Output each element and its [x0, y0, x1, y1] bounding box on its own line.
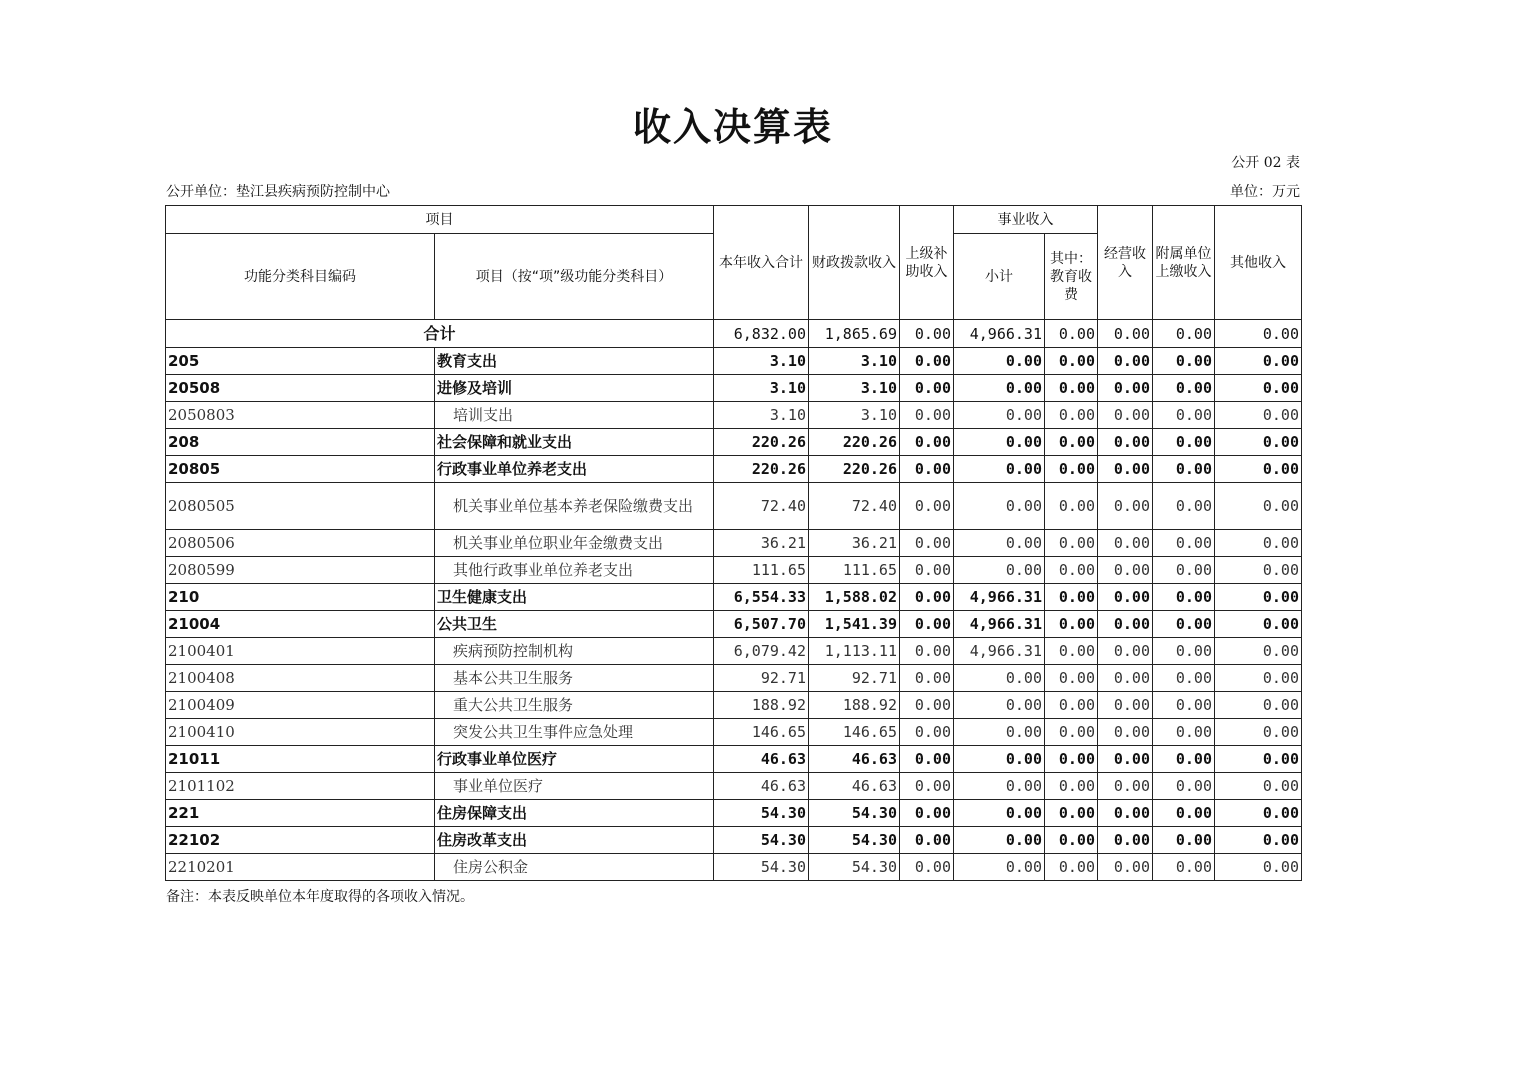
row-name: 教育支出 [435, 348, 714, 375]
row-value: 6,507.70 [714, 611, 809, 638]
row-value: 3.10 [809, 348, 900, 375]
row-value: 0.00 [1045, 557, 1098, 584]
row-value: 0.00 [1215, 719, 1302, 746]
row-code: 205 [166, 348, 435, 375]
footnote: 备注：本表反映单位本年度取得的各项收入情况。 [166, 889, 474, 905]
row-value: 0.00 [1045, 348, 1098, 375]
row-value: 0.00 [1215, 530, 1302, 557]
row-value: 0.00 [954, 375, 1045, 402]
row-value: 0.00 [900, 638, 954, 665]
row-value: 0.00 [1153, 483, 1215, 530]
table-row [166, 638, 1302, 665]
header-name: 项目（按“项”级功能分类科目） [435, 234, 714, 320]
row-value: 36.21 [714, 530, 809, 557]
row-value: 0.00 [900, 375, 954, 402]
row-value: 4,966.31 [954, 611, 1045, 638]
row-value: 0.00 [954, 557, 1045, 584]
row-value: 0.00 [954, 665, 1045, 692]
row-value: 92.71 [809, 665, 900, 692]
row-value: 0.00 [900, 402, 954, 429]
row-value: 0.00 [1215, 773, 1302, 800]
row-value: 0.00 [1215, 429, 1302, 456]
table-row [166, 665, 1302, 692]
header-fiscal: 财政拨款收入 [809, 206, 900, 320]
row-value: 6,079.42 [714, 638, 809, 665]
row-value: 0.00 [1153, 692, 1215, 719]
row-value: 0.00 [900, 456, 954, 483]
row-value: 0.00 [1153, 375, 1215, 402]
row-value: 0.00 [1153, 854, 1215, 881]
row-value: 0.00 [1215, 402, 1302, 429]
row-name: 培训支出 [435, 402, 714, 429]
row-value: 0.00 [954, 402, 1045, 429]
row-code: 2080599 [166, 557, 435, 584]
row-value: 0.00 [1045, 611, 1098, 638]
row-value: 111.65 [714, 557, 809, 584]
row-value: 0.00 [1215, 483, 1302, 530]
row-value: 0.00 [1045, 827, 1098, 854]
row-name: 卫生健康支出 [435, 584, 714, 611]
row-value: 0.00 [954, 800, 1045, 827]
row-value: 0.00 [1153, 348, 1215, 375]
row-value: 220.26 [714, 429, 809, 456]
income-table [165, 205, 1302, 881]
row-code: 22102 [166, 827, 435, 854]
total-value: 0.00 [1045, 320, 1098, 348]
table-row [166, 584, 1302, 611]
row-value: 0.00 [1045, 638, 1098, 665]
row-value: 92.71 [714, 665, 809, 692]
row-value: 0.00 [1098, 665, 1153, 692]
row-value: 0.00 [1045, 456, 1098, 483]
row-value: 0.00 [900, 429, 954, 456]
row-value: 0.00 [1098, 692, 1153, 719]
row-value: 0.00 [1045, 375, 1098, 402]
row-value: 0.00 [1045, 665, 1098, 692]
row-name: 社会保障和就业支出 [435, 429, 714, 456]
row-value: 188.92 [809, 692, 900, 719]
table-row [166, 530, 1302, 557]
row-value: 0.00 [900, 827, 954, 854]
row-value: 0.00 [1098, 429, 1153, 456]
row-value: 0.00 [900, 854, 954, 881]
row-value: 0.00 [1045, 584, 1098, 611]
row-value: 0.00 [1098, 638, 1153, 665]
row-name: 行政事业单位养老支出 [435, 456, 714, 483]
row-value: 4,966.31 [954, 638, 1045, 665]
row-value: 0.00 [1215, 638, 1302, 665]
row-value: 6,554.33 [714, 584, 809, 611]
row-value: 0.00 [954, 719, 1045, 746]
row-name: 住房改革支出 [435, 827, 714, 854]
row-name: 事业单位医疗 [435, 773, 714, 800]
row-name: 公共卫生 [435, 611, 714, 638]
form-number: 公开 02 表 [1231, 155, 1300, 171]
row-value: 0.00 [1153, 746, 1215, 773]
row-value: 0.00 [1098, 348, 1153, 375]
row-value: 0.00 [1098, 773, 1153, 800]
row-code: 2100410 [166, 719, 435, 746]
table-row [166, 456, 1302, 483]
table-header [166, 206, 1302, 320]
row-value: 0.00 [1045, 429, 1098, 456]
row-value: 0.00 [954, 530, 1045, 557]
table-row [166, 402, 1302, 429]
row-value: 0.00 [1215, 692, 1302, 719]
table-row [166, 375, 1302, 402]
row-value: 0.00 [1153, 827, 1215, 854]
row-value: 46.63 [809, 773, 900, 800]
row-value: 0.00 [1215, 348, 1302, 375]
row-value: 0.00 [954, 456, 1045, 483]
total-value: 0.00 [1153, 320, 1215, 348]
row-code: 2101102 [166, 773, 435, 800]
total-value: 4,966.31 [954, 320, 1045, 348]
row-name: 行政事业单位医疗 [435, 746, 714, 773]
total-value: 0.00 [900, 320, 954, 348]
row-value: 0.00 [900, 530, 954, 557]
row-value: 72.40 [714, 483, 809, 530]
row-value: 0.00 [1215, 584, 1302, 611]
row-value: 0.00 [1153, 456, 1215, 483]
row-value: 0.00 [900, 557, 954, 584]
row-name: 住房保障支出 [435, 800, 714, 827]
row-value: 0.00 [1045, 402, 1098, 429]
total-value: 0.00 [1215, 320, 1302, 348]
row-value: 220.26 [714, 456, 809, 483]
header-subtotal: 小计 [954, 234, 1045, 320]
row-value: 54.30 [809, 800, 900, 827]
row-value: 0.00 [1098, 746, 1153, 773]
row-value: 46.63 [714, 746, 809, 773]
row-value: 1,113.11 [809, 638, 900, 665]
row-value: 3.10 [809, 375, 900, 402]
table-row [166, 429, 1302, 456]
row-code: 20805 [166, 456, 435, 483]
row-value: 0.00 [900, 773, 954, 800]
row-code: 2100401 [166, 638, 435, 665]
row-value: 0.00 [954, 773, 1045, 800]
table-row [166, 773, 1302, 800]
row-value: 0.00 [1045, 800, 1098, 827]
row-value: 1,541.39 [809, 611, 900, 638]
row-name: 重大公共卫生服务 [435, 692, 714, 719]
org-label: 公开单位：垫江县疾病预防控制中心 [166, 184, 390, 200]
row-value: 0.00 [900, 483, 954, 530]
table-row [166, 348, 1302, 375]
row-value: 46.63 [714, 773, 809, 800]
page-title: 收入决算表 [632, 105, 833, 149]
row-value: 54.30 [714, 854, 809, 881]
table-row [166, 854, 1302, 881]
row-value: 0.00 [1215, 611, 1302, 638]
row-value: 146.65 [714, 719, 809, 746]
row-value: 3.10 [714, 402, 809, 429]
row-value: 0.00 [954, 348, 1045, 375]
table-row [166, 483, 1302, 530]
row-value: 0.00 [1153, 611, 1215, 638]
row-value: 0.00 [1098, 584, 1153, 611]
row-value: 0.00 [1098, 483, 1153, 530]
row-value: 36.21 [809, 530, 900, 557]
row-value: 0.00 [954, 827, 1045, 854]
row-value: 188.92 [714, 692, 809, 719]
row-value: 0.00 [1215, 746, 1302, 773]
row-value: 0.00 [900, 584, 954, 611]
row-value: 1,588.02 [809, 584, 900, 611]
header-business-group: 事业收入 [954, 206, 1098, 234]
row-value: 0.00 [954, 429, 1045, 456]
row-name: 机关事业单位基本养老保险缴费支出 [435, 483, 714, 530]
row-value: 0.00 [1153, 557, 1215, 584]
row-value: 0.00 [1153, 584, 1215, 611]
header-superior: 上级补助收入 [900, 206, 954, 320]
row-value: 0.00 [900, 692, 954, 719]
row-name: 其他行政事业单位养老支出 [435, 557, 714, 584]
row-code: 2100409 [166, 692, 435, 719]
row-value: 0.00 [1045, 530, 1098, 557]
row-value: 3.10 [809, 402, 900, 429]
row-value: 0.00 [1153, 719, 1215, 746]
row-value: 0.00 [954, 483, 1045, 530]
table-row [166, 611, 1302, 638]
row-value: 220.26 [809, 429, 900, 456]
header-operating: 经营收入 [1098, 206, 1153, 320]
table-row [166, 800, 1302, 827]
row-value: 0.00 [900, 746, 954, 773]
row-value: 54.30 [809, 854, 900, 881]
row-value: 0.00 [1153, 402, 1215, 429]
row-value: 0.00 [1153, 638, 1215, 665]
row-value: 0.00 [1098, 557, 1153, 584]
row-value: 0.00 [1098, 530, 1153, 557]
row-value: 0.00 [1215, 827, 1302, 854]
row-value: 0.00 [1153, 429, 1215, 456]
row-value: 220.26 [809, 456, 900, 483]
row-value: 0.00 [1098, 719, 1153, 746]
row-name: 进修及培训 [435, 375, 714, 402]
row-code: 21004 [166, 611, 435, 638]
row-name: 疾病预防控制机构 [435, 638, 714, 665]
row-value: 0.00 [1215, 800, 1302, 827]
header-other: 其他收入 [1215, 206, 1302, 320]
row-value: 0.00 [1215, 456, 1302, 483]
row-name: 基本公共卫生服务 [435, 665, 714, 692]
row-value: 0.00 [1045, 746, 1098, 773]
row-value: 0.00 [954, 746, 1045, 773]
total-row [166, 320, 1302, 348]
total-value: 6,832.00 [714, 320, 809, 348]
row-code: 2210201 [166, 854, 435, 881]
total-value: 1,865.69 [809, 320, 900, 348]
row-value: 0.00 [1153, 800, 1215, 827]
row-value: 0.00 [1153, 665, 1215, 692]
table-body [166, 320, 1302, 881]
row-code: 2100408 [166, 665, 435, 692]
row-value: 0.00 [1215, 665, 1302, 692]
row-value: 54.30 [714, 800, 809, 827]
row-value: 0.00 [1098, 456, 1153, 483]
row-value: 3.10 [714, 348, 809, 375]
row-value: 0.00 [1215, 854, 1302, 881]
table-row [166, 692, 1302, 719]
header-edu-fee: 其中：教育收费 [1045, 234, 1098, 320]
row-value: 46.63 [809, 746, 900, 773]
row-value: 0.00 [1045, 719, 1098, 746]
header-affiliated: 附属单位上缴收入 [1153, 206, 1215, 320]
row-value: 0.00 [1153, 773, 1215, 800]
row-value: 0.00 [900, 611, 954, 638]
header-total-income: 本年收入合计 [714, 206, 809, 320]
total-label: 合计 [166, 320, 714, 348]
row-value: 0.00 [900, 348, 954, 375]
header-project: 项目 [166, 206, 714, 234]
table-row [166, 827, 1302, 854]
row-value: 0.00 [1045, 483, 1098, 530]
row-value: 0.00 [1098, 611, 1153, 638]
table-row [166, 746, 1302, 773]
table-row [166, 557, 1302, 584]
row-code: 2050803 [166, 402, 435, 429]
row-value: 0.00 [954, 854, 1045, 881]
row-code: 21011 [166, 746, 435, 773]
row-value: 0.00 [900, 800, 954, 827]
row-value: 54.30 [809, 827, 900, 854]
row-value: 0.00 [1045, 692, 1098, 719]
row-value: 72.40 [809, 483, 900, 530]
row-code: 210 [166, 584, 435, 611]
row-value: 0.00 [900, 719, 954, 746]
header-code: 功能分类科目编码 [166, 234, 435, 320]
row-value: 0.00 [1098, 854, 1153, 881]
row-value: 3.10 [714, 375, 809, 402]
row-name: 住房公积金 [435, 854, 714, 881]
row-value: 54.30 [714, 827, 809, 854]
row-value: 0.00 [1215, 375, 1302, 402]
row-name: 机关事业单位职业年金缴费支出 [435, 530, 714, 557]
row-name: 突发公共卫生事件应急处理 [435, 719, 714, 746]
row-value: 0.00 [1098, 375, 1153, 402]
row-value: 4,966.31 [954, 584, 1045, 611]
table-row [166, 719, 1302, 746]
row-code: 2080506 [166, 530, 435, 557]
row-value: 111.65 [809, 557, 900, 584]
row-value: 0.00 [1045, 773, 1098, 800]
row-value: 0.00 [1098, 402, 1153, 429]
row-value: 0.00 [1153, 530, 1215, 557]
row-value: 0.00 [900, 665, 954, 692]
row-value: 0.00 [1098, 800, 1153, 827]
row-code: 2080505 [166, 483, 435, 530]
row-value: 146.65 [809, 719, 900, 746]
row-value: 0.00 [1215, 557, 1302, 584]
unit-label: 单位：万元 [1230, 184, 1300, 200]
row-value: 0.00 [1098, 827, 1153, 854]
row-code: 208 [166, 429, 435, 456]
row-value: 0.00 [1045, 854, 1098, 881]
row-code: 221 [166, 800, 435, 827]
row-value: 0.00 [954, 692, 1045, 719]
row-code: 20508 [166, 375, 435, 402]
total-value: 0.00 [1098, 320, 1153, 348]
